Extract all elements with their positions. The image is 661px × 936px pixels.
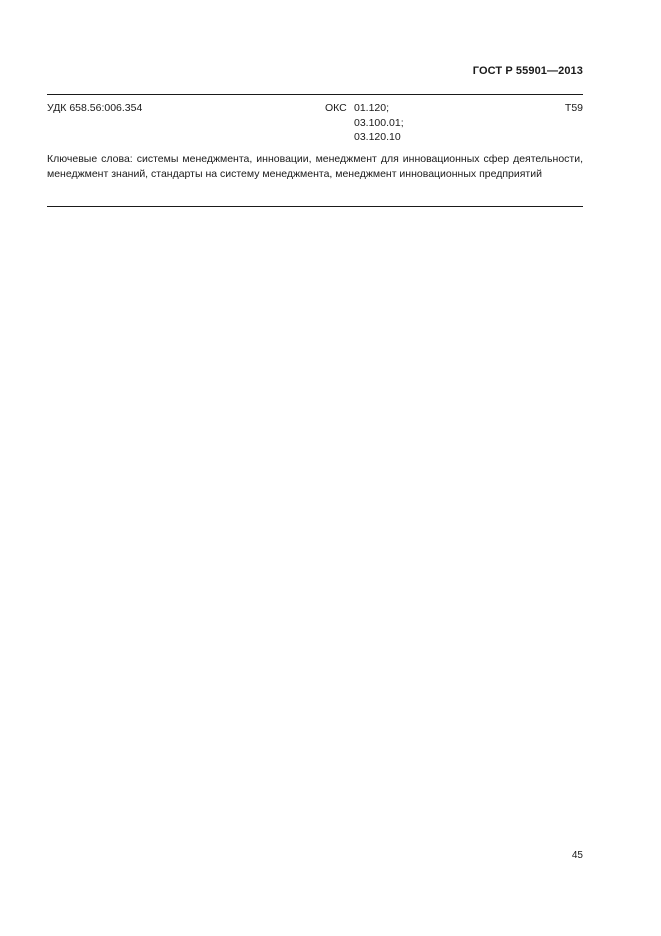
page-number: 45 (571, 850, 583, 861)
ocs-codes-list (354, 101, 404, 145)
keywords-paragraph: Ключевые слова: системы менеджмента, инновации, менеджмент для инновационных сфер деятельности, менеджмент знаний, стандарты на систему менеджмента, менеджмент инновационных предприятий (47, 153, 583, 180)
ocs-label: ОКС (325, 102, 347, 114)
classification-code: Т59 (564, 102, 583, 114)
bottom-divider (47, 206, 583, 207)
top-divider (47, 94, 583, 95)
classification-block (47, 101, 583, 143)
ocs-code: 03.120.10 (354, 131, 401, 143)
ocs-code: 01.120; (354, 102, 390, 114)
document-code: ГОСТ Р 55901—2013 (472, 65, 583, 77)
udc-code: УДК 658.56:006.354 (47, 102, 143, 114)
ocs-code: 03.100.01; (354, 116, 404, 129)
ocs-block (325, 101, 404, 143)
